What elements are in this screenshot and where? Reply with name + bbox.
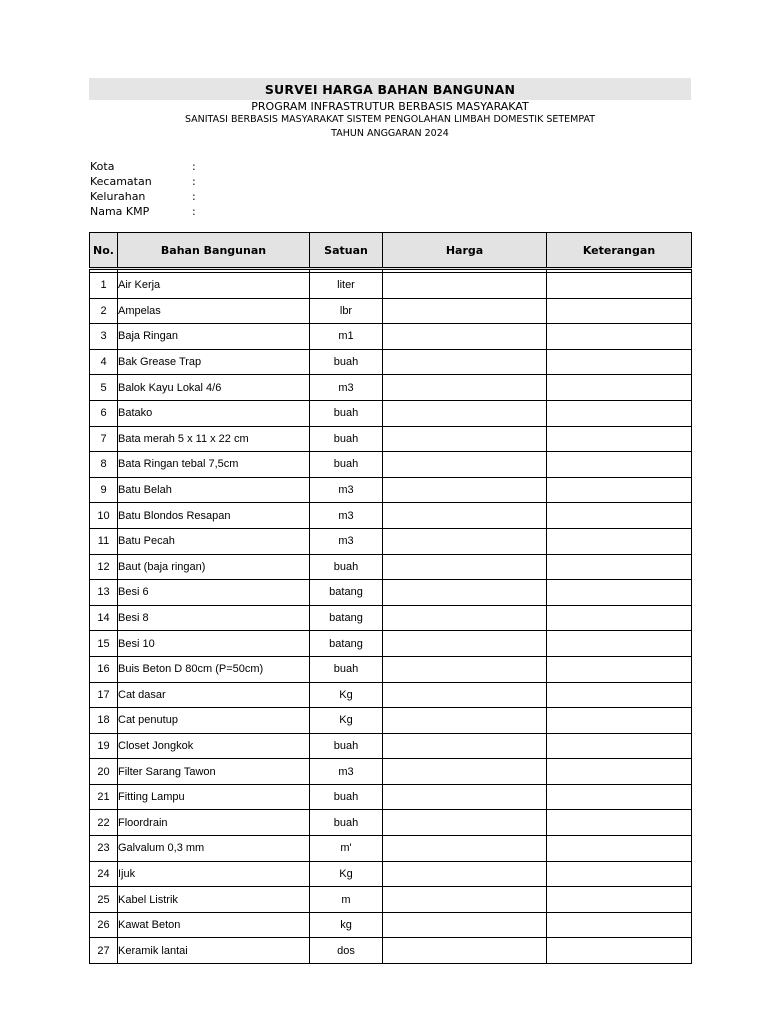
notes-input-cell[interactable]: [547, 503, 692, 529]
table-row: [90, 887, 692, 913]
price-input-cell[interactable]: [383, 656, 547, 682]
price-input-cell[interactable]: [383, 580, 547, 606]
unit-cell: buah: [310, 400, 383, 426]
price-input-cell[interactable]: [383, 349, 547, 375]
table-row: [90, 375, 692, 401]
material-name-cell: Galvalum 0,3 mm: [118, 836, 310, 862]
unit-cell: buah: [310, 656, 383, 682]
table-row: [90, 682, 692, 708]
table-row: [90, 324, 692, 350]
notes-input-cell[interactable]: [547, 605, 692, 631]
row-number-cell: 8: [90, 452, 118, 478]
table-row: [90, 426, 692, 452]
row-number-cell: 14: [90, 605, 118, 631]
col-header-no: No.: [90, 233, 118, 269]
material-name-cell: Fitting Lampu: [118, 784, 310, 810]
material-name-cell: Filter Sarang Tawon: [118, 759, 310, 785]
info-row-kelurahan: [90, 190, 196, 205]
row-number-cell: 20: [90, 759, 118, 785]
info-row-kota: [90, 160, 196, 175]
document-title: SURVEI HARGA BAHAN BANGUNAN: [89, 78, 691, 100]
notes-input-cell[interactable]: [547, 784, 692, 810]
material-name-cell: Cat dasar: [118, 682, 310, 708]
material-name-cell: Batu Belah: [118, 477, 310, 503]
table-row: [90, 605, 692, 631]
col-header-material: Bahan Bangunan: [118, 233, 310, 269]
info-row-nama-kmp: [90, 205, 196, 220]
info-label: Kota: [90, 160, 115, 173]
program-subtitle: SANITASI BERBASIS MASYARAKAT SISTEM PENGOLAHAN LIMBAH DOMESTIK SETEMPAT: [184, 114, 596, 125]
row-number-cell: 12: [90, 554, 118, 580]
row-number-cell: 9: [90, 477, 118, 503]
row-number-cell: 11: [90, 528, 118, 554]
price-input-cell[interactable]: [383, 503, 547, 529]
price-input-cell[interactable]: [383, 759, 547, 785]
row-number-cell: 6: [90, 400, 118, 426]
unit-cell: buah: [310, 810, 383, 836]
price-input-cell[interactable]: [383, 375, 547, 401]
material-name-cell: Ampelas: [118, 298, 310, 324]
unit-cell: dos: [310, 938, 383, 964]
price-input-cell[interactable]: [383, 682, 547, 708]
price-input-cell[interactable]: [383, 528, 547, 554]
table-row: [90, 656, 692, 682]
table-row: [90, 836, 692, 862]
unit-cell: batang: [310, 580, 383, 606]
unit-cell: batang: [310, 605, 383, 631]
notes-input-cell[interactable]: [547, 708, 692, 734]
price-input-cell[interactable]: [383, 298, 547, 324]
price-input-cell[interactable]: [383, 452, 547, 478]
materials-table: [89, 232, 692, 964]
price-input-cell[interactable]: [383, 887, 547, 913]
col-header-price: Harga: [383, 233, 547, 269]
info-separator: :: [192, 160, 196, 173]
price-input-cell[interactable]: [383, 784, 547, 810]
unit-cell: Kg: [310, 708, 383, 734]
table-header-row: [90, 233, 692, 269]
material-name-cell: Bata Ringan tebal 7,5cm: [118, 452, 310, 478]
col-header-notes: Keterangan: [547, 233, 692, 269]
notes-input-cell[interactable]: [547, 477, 692, 503]
price-input-cell[interactable]: [383, 631, 547, 657]
material-name-cell: Baja Ringan: [118, 324, 310, 350]
notes-input-cell[interactable]: [547, 861, 692, 887]
price-input-cell[interactable]: [383, 708, 547, 734]
notes-input-cell[interactable]: [547, 733, 692, 759]
notes-input-cell[interactable]: [547, 631, 692, 657]
row-number-cell: 17: [90, 682, 118, 708]
table-row: [90, 631, 692, 657]
price-input-cell[interactable]: [383, 477, 547, 503]
unit-cell: batang: [310, 631, 383, 657]
table-row: [90, 503, 692, 529]
unit-cell: Kg: [310, 861, 383, 887]
notes-input-cell[interactable]: [547, 400, 692, 426]
unit-cell: buah: [310, 452, 383, 478]
notes-input-cell[interactable]: [547, 554, 692, 580]
row-number-cell: 19: [90, 733, 118, 759]
notes-input-cell[interactable]: [547, 426, 692, 452]
material-name-cell: Batu Pecah: [118, 528, 310, 554]
table-row: [90, 528, 692, 554]
notes-input-cell[interactable]: [547, 656, 692, 682]
budget-year: TAHUN ANGGARAN 2024: [331, 128, 449, 139]
notes-input-cell[interactable]: [547, 349, 692, 375]
material-name-cell: Ijuk: [118, 861, 310, 887]
material-name-cell: Baut (baja ringan): [118, 554, 310, 580]
material-name-cell: Closet Jongkok: [118, 733, 310, 759]
notes-input-cell[interactable]: [547, 375, 692, 401]
unit-cell: m3: [310, 503, 383, 529]
notes-input-cell[interactable]: [547, 273, 692, 299]
row-number-cell: 7: [90, 426, 118, 452]
table-row: [90, 554, 692, 580]
row-number-cell: 23: [90, 836, 118, 862]
price-input-cell[interactable]: [383, 400, 547, 426]
price-input-cell[interactable]: [383, 810, 547, 836]
table-row: [90, 861, 692, 887]
material-name-cell: Batu Blondos Resapan: [118, 503, 310, 529]
table-row: [90, 580, 692, 606]
table-row: [90, 759, 692, 785]
notes-input-cell[interactable]: [547, 298, 692, 324]
unit-cell: m': [310, 836, 383, 862]
unit-cell: liter: [310, 273, 383, 299]
unit-cell: m: [310, 887, 383, 913]
price-input-cell[interactable]: [383, 324, 547, 350]
col-header-unit: Satuan: [310, 233, 383, 269]
material-name-cell: Besi 10: [118, 631, 310, 657]
info-separator: :: [192, 175, 196, 188]
row-number-cell: 22: [90, 810, 118, 836]
table-row: [90, 938, 692, 964]
unit-cell: buah: [310, 349, 383, 375]
notes-input-cell[interactable]: [547, 759, 692, 785]
material-name-cell: Balok Kayu Lokal 4/6: [118, 375, 310, 401]
table-row: [90, 810, 692, 836]
material-name-cell: Floordrain: [118, 810, 310, 836]
unit-cell: lbr: [310, 298, 383, 324]
price-input-cell[interactable]: [383, 426, 547, 452]
row-number-cell: 1: [90, 273, 118, 299]
material-name-cell: Bata merah 5 x 11 x 22 cm: [118, 426, 310, 452]
material-name-cell: Kabel Listrik: [118, 887, 310, 913]
notes-input-cell[interactable]: [547, 452, 692, 478]
table-row: [90, 784, 692, 810]
unit-cell: buah: [310, 784, 383, 810]
price-input-cell[interactable]: [383, 836, 547, 862]
unit-cell: buah: [310, 733, 383, 759]
unit-cell: Kg: [310, 682, 383, 708]
row-number-cell: 15: [90, 631, 118, 657]
notes-input-cell[interactable]: [547, 912, 692, 938]
price-input-cell[interactable]: [383, 938, 547, 964]
info-row-kecamatan: [90, 175, 196, 190]
material-name-cell: Air Kerja: [118, 273, 310, 299]
row-number-cell: 24: [90, 861, 118, 887]
table-row: [90, 298, 692, 324]
row-number-cell: 25: [90, 887, 118, 913]
row-number-cell: 16: [90, 656, 118, 682]
table-row: [90, 349, 692, 375]
unit-cell: buah: [310, 554, 383, 580]
row-number-cell: 5: [90, 375, 118, 401]
price-input-cell[interactable]: [383, 605, 547, 631]
notes-input-cell[interactable]: [547, 528, 692, 554]
price-input-cell[interactable]: [383, 733, 547, 759]
unit-cell: kg: [310, 912, 383, 938]
row-number-cell: 21: [90, 784, 118, 810]
notes-input-cell[interactable]: [547, 836, 692, 862]
material-name-cell: Besi 8: [118, 605, 310, 631]
notes-input-cell[interactable]: [547, 682, 692, 708]
table-row: [90, 452, 692, 478]
unit-cell: m3: [310, 477, 383, 503]
unit-cell: m3: [310, 528, 383, 554]
notes-input-cell[interactable]: [547, 324, 692, 350]
notes-input-cell[interactable]: [547, 887, 692, 913]
unit-cell: buah: [310, 426, 383, 452]
table-row: [90, 912, 692, 938]
material-name-cell: Kawat Beton: [118, 912, 310, 938]
material-name-cell: Keramik lantai: [118, 938, 310, 964]
unit-cell: m3: [310, 375, 383, 401]
unit-cell: m3: [310, 759, 383, 785]
material-name-cell: Batako: [118, 400, 310, 426]
row-number-cell: 4: [90, 349, 118, 375]
info-separator: :: [192, 205, 196, 218]
table-row: [90, 708, 692, 734]
table-row: [90, 477, 692, 503]
table-row: [90, 273, 692, 299]
price-input-cell[interactable]: [383, 861, 547, 887]
notes-input-cell[interactable]: [547, 938, 692, 964]
row-number-cell: 27: [90, 938, 118, 964]
row-number-cell: 2: [90, 298, 118, 324]
table-row: [90, 733, 692, 759]
price-input-cell[interactable]: [383, 912, 547, 938]
location-info: [90, 160, 196, 220]
row-number-cell: 26: [90, 912, 118, 938]
info-separator: :: [192, 190, 196, 203]
material-name-cell: Bak Grease Trap: [118, 349, 310, 375]
price-input-cell[interactable]: [383, 554, 547, 580]
notes-input-cell[interactable]: [547, 580, 692, 606]
notes-input-cell[interactable]: [547, 810, 692, 836]
row-number-cell: 10: [90, 503, 118, 529]
material-name-cell: Cat penutup: [118, 708, 310, 734]
price-input-cell[interactable]: [383, 273, 547, 299]
info-label: Kelurahan: [90, 190, 146, 203]
row-number-cell: 18: [90, 708, 118, 734]
program-name: PROGRAM INFRASTRUTUR BERBASIS MASYARAKAT: [251, 100, 529, 113]
unit-cell: m1: [310, 324, 383, 350]
info-label: Nama KMP: [90, 205, 150, 218]
row-number-cell: 13: [90, 580, 118, 606]
row-number-cell: 3: [90, 324, 118, 350]
table-row: [90, 400, 692, 426]
info-label: Kecamatan: [90, 175, 152, 188]
material-name-cell: Buis Beton D 80cm (P=50cm): [118, 656, 310, 682]
material-name-cell: Besi 6: [118, 580, 310, 606]
